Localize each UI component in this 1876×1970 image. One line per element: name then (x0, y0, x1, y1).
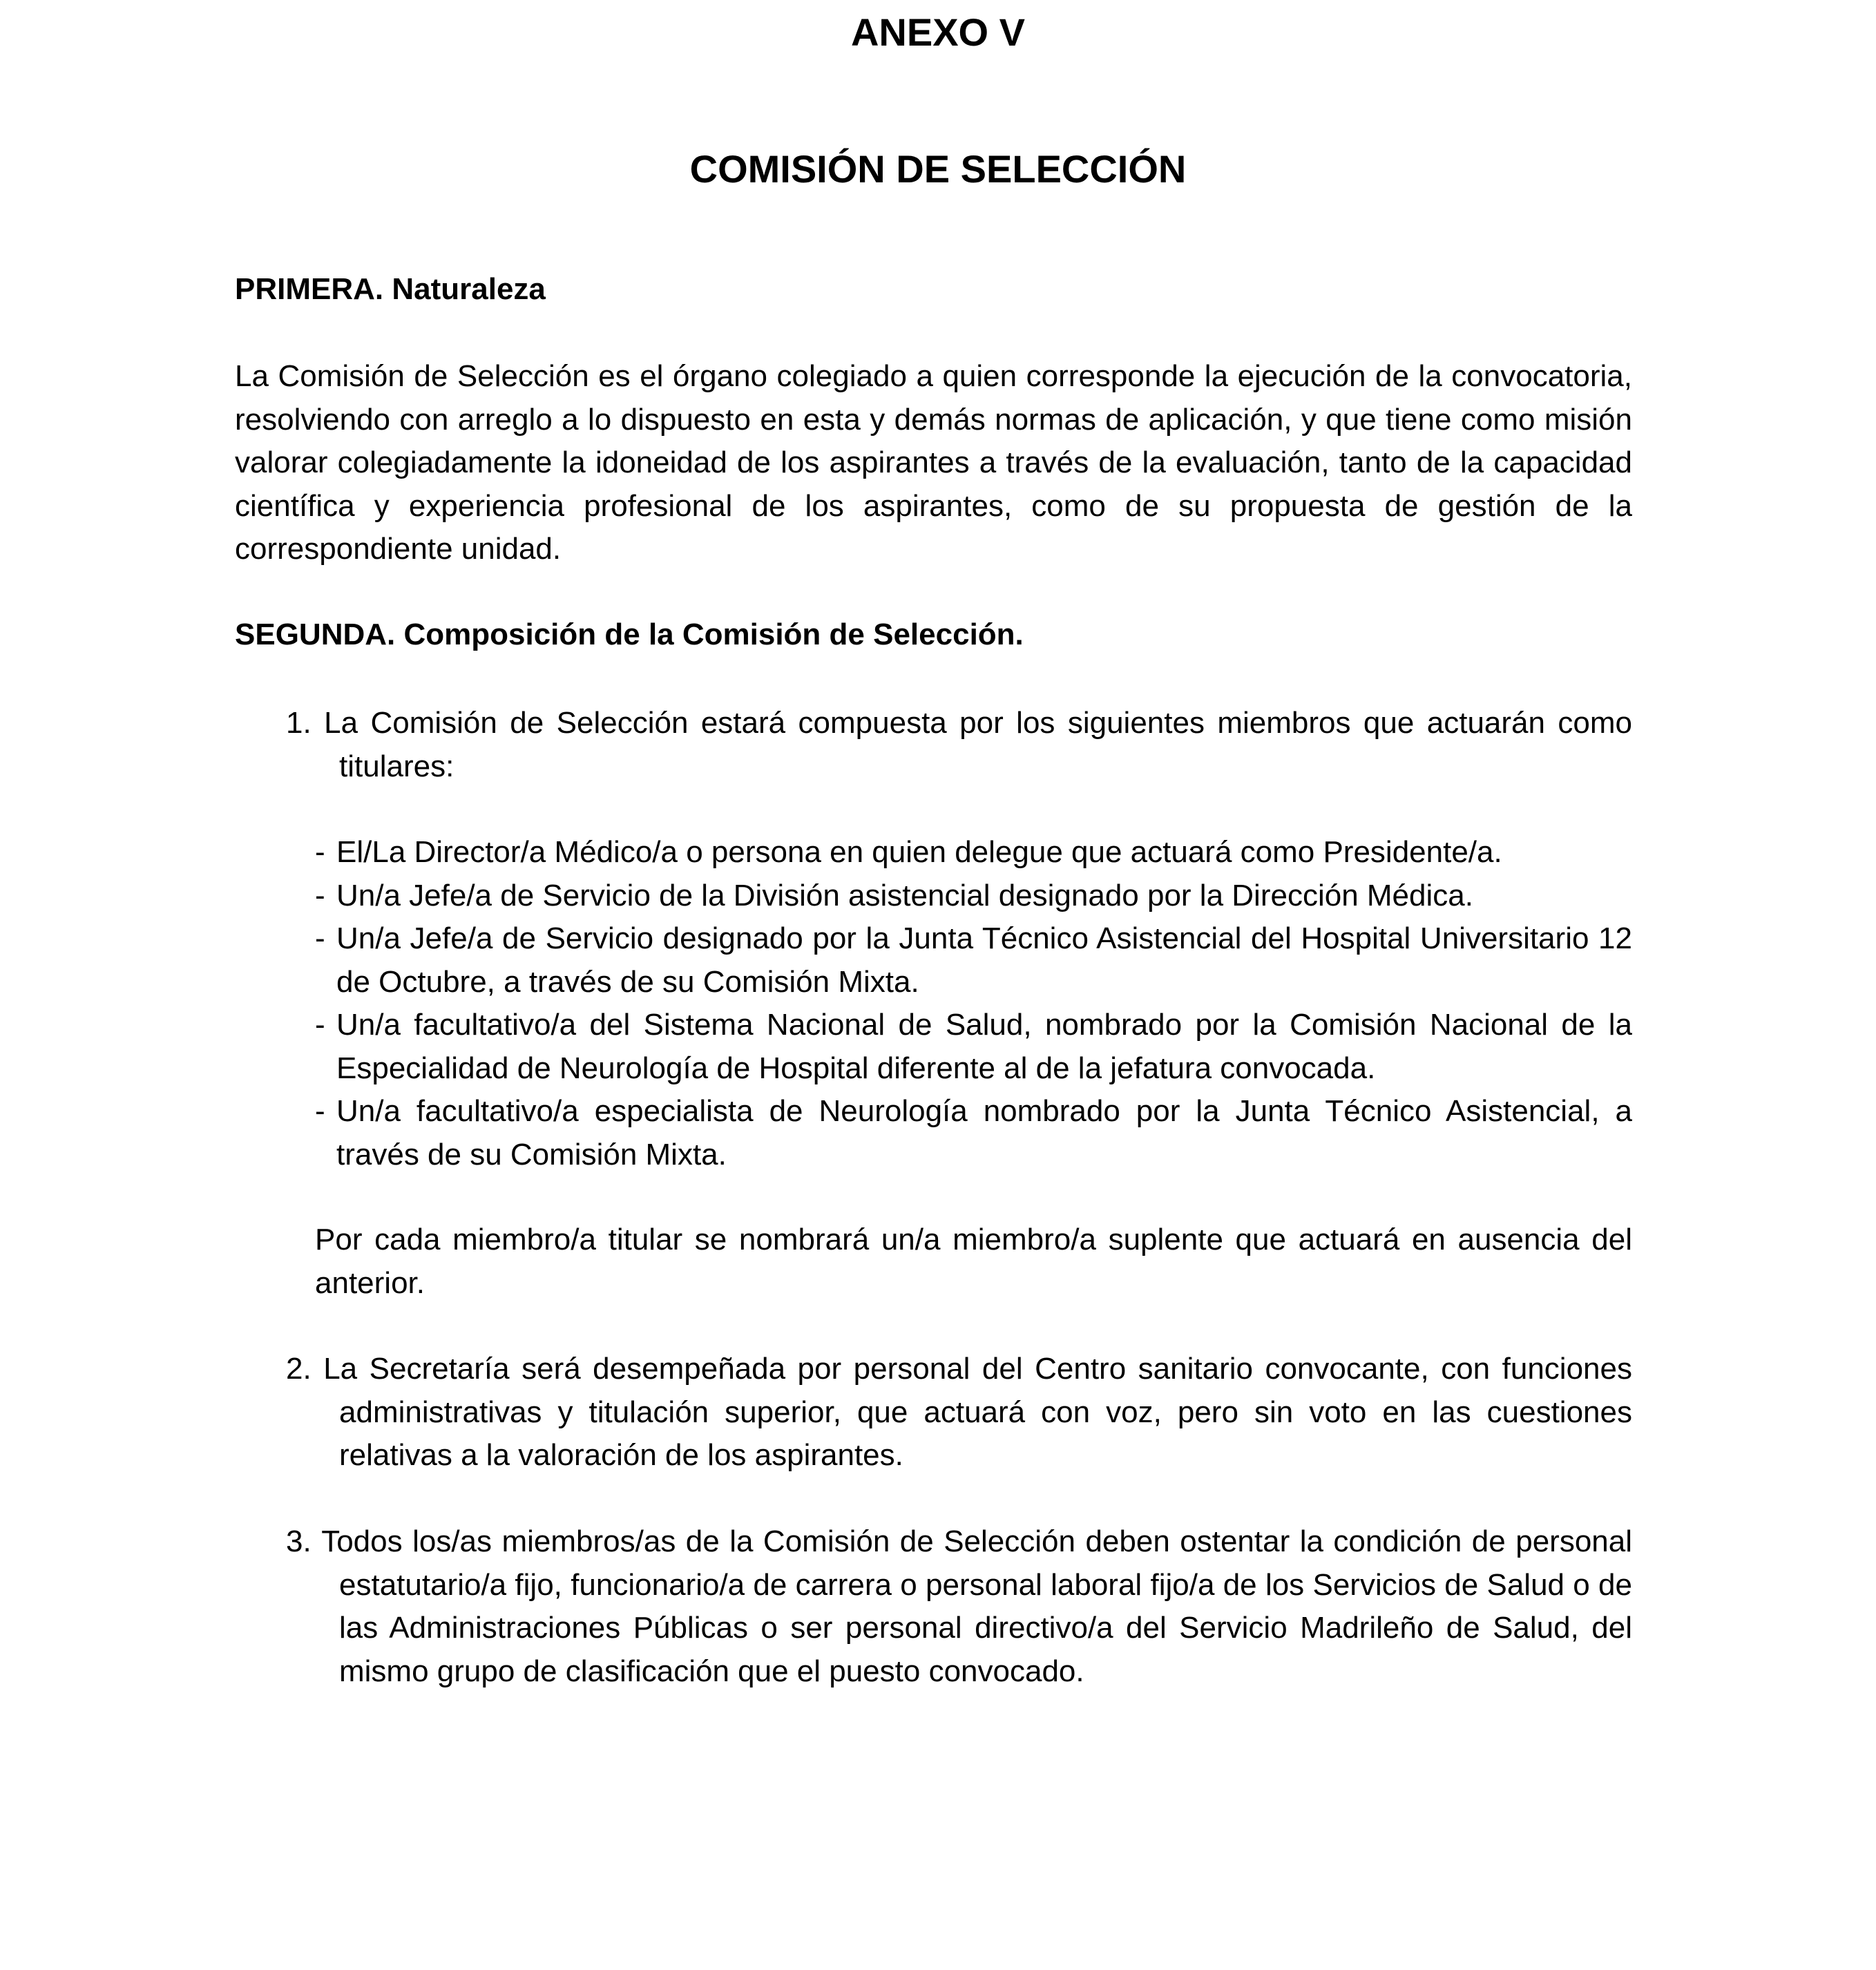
item-number: 2. (286, 1352, 312, 1386)
list-item (315, 874, 1632, 918)
annex-title: ANEXO V (850, 10, 1026, 54)
item-number: 1. (286, 706, 312, 740)
bullet-dash: - (315, 1094, 325, 1128)
list-item (315, 1004, 1632, 1090)
item-number: 3. (286, 1524, 312, 1558)
member-text: El/La Director/a Médico/a o persona en quien delegue que actuará como Presidente/a. (336, 835, 1502, 869)
member-text: Un/a Jefe/a de Servicio designado por la Junta Técnico Asistencial del Hospital Universitario 12 de Octubre, a través de su Comisión Mixta. (336, 921, 1632, 999)
bullet-dash: - (315, 835, 325, 869)
main-title: COMISIÓN DE SELECCIÓN (689, 147, 1187, 191)
list-item (315, 917, 1632, 1004)
section-heading-segunda: SEGUNDA. Composición de la Comisión de Selección. (235, 618, 1024, 651)
member-text: Un/a Jefe/a de Servicio de la División asistencial designado por la Dirección Médica. (336, 878, 1473, 912)
numbered-item (286, 1348, 1632, 1478)
numbered-item (286, 702, 1632, 788)
bullet-dash: - (315, 878, 325, 912)
list-item (315, 1090, 1632, 1176)
primera-paragraph: La Comisión de Selección es el órgano colegiado a quien corresponde la ejecución de la convocatoria, resolviendo con arreglo a lo dispuesto en esta y demás normas de aplicación, y que tiene como misión valorar colegiadamente la idoneidad de los aspirantes a través de la evaluación, tanto de la capacidad científica y experiencia profesional de los aspirantes, como de su propuesta de gestión de la correspondiente unidad. (235, 359, 1632, 566)
members-list (315, 831, 1632, 1176)
bullet-dash: - (315, 1008, 325, 1042)
member-text: Un/a facultativo/a especialista de Neurología nombrado por la Junta Técnico Asistencial, a través de su Comisión Mixta. (336, 1094, 1632, 1172)
suplente-paragraph: Por cada miembro/a titular se nombrará un/a miembro/a suplente que actuará en ausencia del anterior. (315, 1223, 1632, 1300)
numbered-item (286, 1520, 1632, 1693)
item-text: La Secretaría será desempeñada por personal del Centro sanitario convocante, con funciones administrativas y titulación superior, que actuará con voz, pero sin voto en las cuestiones relativas a la valoración de los aspirantes. (323, 1352, 1632, 1472)
member-text: Un/a facultativo/a del Sistema Nacional de Salud, nombrado por la Comisión Nacional de la Especialidad de Neurología de Hospital diferente al de la jefatura convocada. (336, 1008, 1632, 1085)
item-text: La Comisión de Selección estará compuesta por los siguientes miembros que actuarán como titulares: (324, 706, 1632, 783)
section-heading-primera: PRIMERA. Naturaleza (235, 272, 546, 306)
bullet-dash: - (315, 921, 325, 955)
list-item (315, 831, 1632, 874)
item-text: Todos los/as miembros/as de la Comisión de Selección deben ostentar la condición de personal estatutario/a fijo, funcionario/a de carrera o personal laboral fijo/a de los Servicios de Salud o de las Administraciones Públicas o ser personal directivo/a del Servicio Madrileño de Salud, del mismo grupo de clasificación que el puesto convocado. (321, 1524, 1633, 1688)
